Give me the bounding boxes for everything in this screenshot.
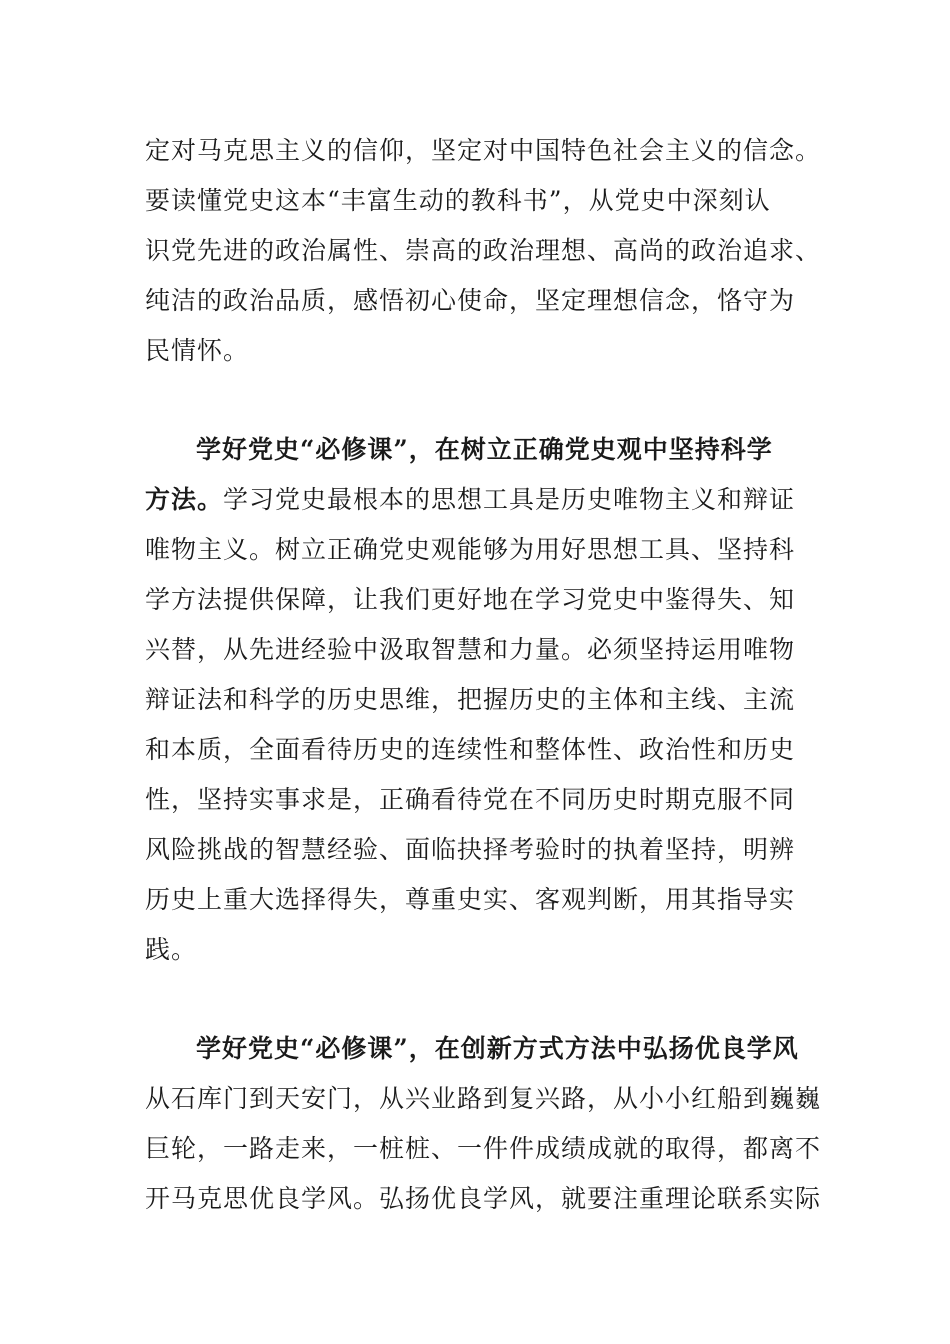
paragraph-1-line-2: 要读懂党史这本“丰富生动的教科书”，从党史中深刻认 bbox=[145, 186, 771, 215]
paragraph-3-line-4: 开马克思优良学风。弘扬优良学风，就要注重理论联系实际 bbox=[145, 1184, 822, 1213]
paragraph-2-line-9: 风险挑战的智慧经验、面临抉择考验时的执着坚持，明辨 bbox=[145, 835, 796, 864]
paragraph-3-line-3: 巨轮，一路走来，一桩桩、一件件成绩成就的取得，都离不 bbox=[145, 1134, 822, 1163]
paragraph-2-heading-end: 方法。 bbox=[145, 485, 224, 514]
paragraph-2-line-10: 历史上重大选择得失，尊重史实、客观判断，用其指导实 bbox=[145, 885, 796, 914]
paragraph-2-line-8: 性，坚持实事求是，正确看待党在不同历史时期克服不同 bbox=[145, 785, 796, 814]
paragraph-2-line-2-rest: 学习党史最根本的思想工具是历史唯物主义和辩证 bbox=[223, 485, 796, 514]
paragraph-2-line-5: 兴替，从先进经验中汲取智慧和力量。必须坚持运用唯物 bbox=[145, 635, 796, 664]
paragraph-1-line-1: 定对马克思主义的信仰，坚定对中国特色社会主义的信念。 bbox=[145, 136, 822, 165]
paragraph-3-line-2: 从石库门到天安门，从兴业路到复兴路，从小小红船到巍巍 bbox=[145, 1084, 822, 1113]
paragraph-1-line-3: 识党先进的政治属性、崇高的政治理想、高尚的政治追求、 bbox=[145, 236, 822, 265]
paragraph-2-line-7: 和本质，全面看待历史的连续性和整体性、政治性和历史 bbox=[145, 735, 796, 764]
paragraph-3-heading: 学好党史“必修课”，在创新方式方法中弘扬优良学风 bbox=[196, 1034, 799, 1063]
paragraph-2-line-6: 辩证法和科学的历史思维，把握历史的主体和主线、主流 bbox=[145, 685, 796, 714]
paragraph-2-heading: 学好党史“必修课”，在树立正确党史观中坚持科学 bbox=[196, 435, 773, 464]
paragraph-2-line-3: 唯物主义。树立正确党史观能够为用好思想工具、坚持科 bbox=[145, 535, 796, 564]
paragraph-1-line-4: 纯洁的政治品质，感悟初心使命，坚定理想信念，恪守为 bbox=[145, 286, 796, 315]
paragraph-1-line-5: 民情怀。 bbox=[145, 336, 250, 365]
paragraph-2-line-4: 学方法提供保障，让我们更好地在学习党史中鉴得失、知 bbox=[145, 585, 796, 614]
paragraph-2-line-11: 践。 bbox=[145, 935, 198, 964]
paragraph-2-line-2 bbox=[145, 483, 795, 517]
